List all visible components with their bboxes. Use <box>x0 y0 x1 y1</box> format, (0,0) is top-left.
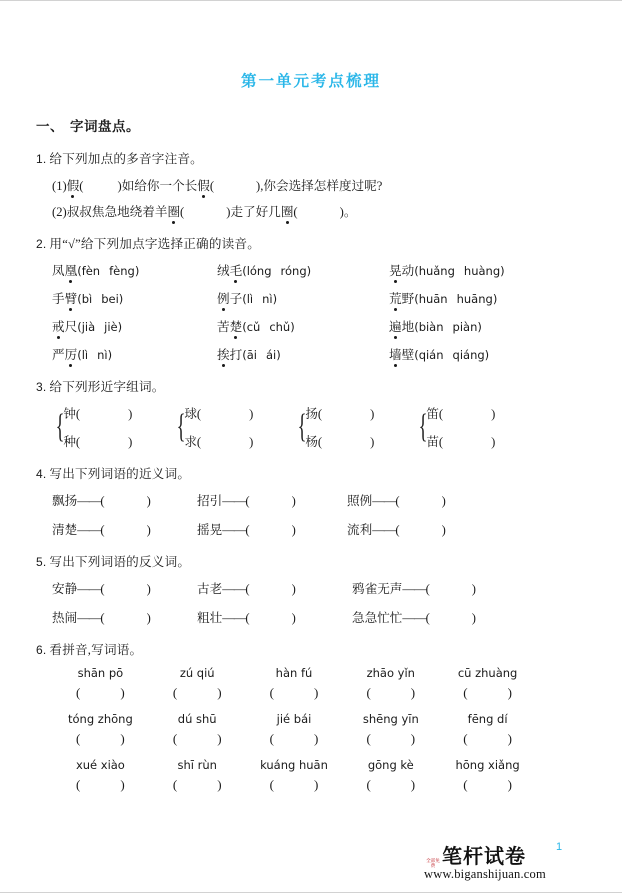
reading-option[interactable]: bei <box>101 292 119 306</box>
choice-item[interactable]: 例子(lì nì) <box>217 288 389 307</box>
synonym-word: 摇晃 <box>197 523 223 537</box>
pinyin-label: shī rùn <box>177 758 217 772</box>
pinyin-label: fēng dí <box>467 712 508 726</box>
pinyin-row-3 <box>52 758 622 793</box>
synonym-item[interactable]: 照例——( ) <box>347 494 446 508</box>
reading-option[interactable]: jiè <box>104 320 118 334</box>
brace-group <box>415 403 536 450</box>
choice-item[interactable]: 严厉(lì nì) <box>52 344 217 363</box>
question-2-title <box>36 233 622 252</box>
brace-word-top[interactable]: 球( ) <box>184 407 254 421</box>
synonym-item[interactable]: 流利——( ) <box>347 523 446 537</box>
section-heading-label: 字词盘点。 <box>70 119 140 134</box>
choice-word-pre: 苦 <box>217 320 230 334</box>
antonym-item[interactable]: 热闹——( ) <box>52 611 151 625</box>
sentence-1-part2: 如给你一个长 <box>121 179 198 193</box>
question-1-number: 1. <box>36 152 47 166</box>
pinyin-label: hōng xiǎng <box>455 758 520 772</box>
antonym-item[interactable]: 急急忙忙——( ) <box>352 611 476 625</box>
dotted-char: 荒 <box>389 288 402 307</box>
pinyin-slots <box>52 680 536 701</box>
question-6-number: 6. <box>36 643 47 657</box>
reading-option[interactable]: huāng <box>456 292 493 306</box>
dotted-char: 凰 <box>65 260 78 279</box>
answer-blank[interactable]: ( ) <box>172 731 222 746</box>
question-1 <box>0 148 622 220</box>
reading-option[interactable]: qiáng <box>452 348 485 362</box>
question-2-body <box>36 260 622 363</box>
choice-word-post: 壁 <box>401 348 415 362</box>
reading-option[interactable]: āi <box>246 348 257 362</box>
choice-item[interactable]: 凤凰(fèn fèng) <box>52 260 217 279</box>
page-number: 1 <box>556 841 563 853</box>
dotted-char: 挨 <box>217 344 230 363</box>
dotted-char-jia-1: 假 <box>67 175 80 194</box>
question-3-text: 给下列形近字组词。 <box>49 380 165 394</box>
brace-group <box>294 403 415 450</box>
question-5-number: 5. <box>36 555 47 569</box>
brace-word-label: 钟( <box>63 407 81 421</box>
choice-item[interactable]: 绒毛(lóng róng) <box>217 260 389 279</box>
synonym-item[interactable]: 摇晃——( ) <box>197 523 296 537</box>
question-1-sentence-2: (2)叔叔焦急地绕着羊圈( )走了好几圈( )。 <box>52 201 622 220</box>
question-2-text: 用“√”给下列加点字选择正确的读音。 <box>49 237 261 251</box>
answer-blank[interactable]: ( ) <box>76 731 125 746</box>
pinyin-label: zhāo yǐn <box>366 666 415 680</box>
synonym-item[interactable]: 清楚——( ) <box>52 523 151 537</box>
brace-word-label: 扬( <box>305 407 323 421</box>
answer-blank[interactable]: ( ) <box>76 685 125 700</box>
pinyin-label: hàn fú <box>275 666 313 680</box>
brace-group <box>52 403 173 450</box>
sentence-2-part4: 。 <box>343 205 357 219</box>
choice-word-post: 地 <box>401 320 415 334</box>
question-5-title <box>36 551 622 570</box>
brace-word-label: 杨( <box>305 435 323 449</box>
choice-item[interactable]: 戒尺(jià jiè) <box>52 316 217 335</box>
dotted-char: 例 <box>217 288 230 307</box>
question-6-body <box>36 666 622 793</box>
question-6-title <box>36 639 622 658</box>
question-1-title <box>36 148 622 167</box>
antonym-item[interactable]: 安静——( ) <box>52 582 151 596</box>
pinyin-slots <box>52 726 536 747</box>
brace-icon: { <box>418 407 428 445</box>
pinyin-row-2 <box>52 712 622 747</box>
section-heading <box>36 115 622 135</box>
pinyin-label: jié bái <box>276 712 312 726</box>
question-4-title <box>36 463 622 482</box>
question-2-number: 2. <box>36 237 47 251</box>
antonym-word: 粗壮 <box>197 611 223 625</box>
reading-option[interactable]: piàn <box>452 320 478 334</box>
brace-word-label: 求( <box>184 435 202 449</box>
question-1-body <box>36 175 622 220</box>
reading-option[interactable]: lì <box>81 348 89 362</box>
brace-word-bottom[interactable]: 苗( ) <box>426 435 496 449</box>
page-title: 第一单元考点梳理 <box>240 71 381 90</box>
dotted-char: 遍 <box>389 316 402 335</box>
answer-blank[interactable]: ( ) <box>269 731 319 746</box>
synonym-word: 清楚 <box>52 523 78 537</box>
reading-option[interactable]: nì <box>262 292 273 306</box>
answer-blank[interactable]: ( ) <box>269 777 319 792</box>
dotted-char: 墙 <box>389 344 402 363</box>
reading-option[interactable]: qián <box>418 348 444 362</box>
question-3 <box>0 376 622 450</box>
choice-item[interactable]: 晃动(huǎng huàng) <box>389 260 622 279</box>
question-3-body <box>36 403 622 450</box>
question-4-body <box>36 490 622 538</box>
brace-icon: { <box>55 407 65 445</box>
answer-blank[interactable]: ( ) <box>463 731 512 746</box>
choice-item[interactable]: 墙壁(qián qiáng) <box>389 344 622 363</box>
antonym-item[interactable]: 粗壮——( ) <box>197 611 296 625</box>
dotted-char: 楚 <box>230 316 243 335</box>
choice-word-post: 尺 <box>64 320 78 334</box>
choice-word-post: 打 <box>229 348 243 362</box>
answer-blank[interactable]: ( ) <box>366 777 416 792</box>
choice-word-pre: 绒 <box>217 264 230 278</box>
reading-option[interactable]: róng <box>280 264 307 278</box>
reading-option[interactable]: jià <box>81 320 96 334</box>
choice-word-pre: 手 <box>52 292 65 306</box>
sentence-1-part4: ,你会选择怎样度过呢? <box>260 179 383 193</box>
question-5-text: 写出下列词语的反义词。 <box>49 555 191 569</box>
sentence-2-pre: 叔叔焦急地绕着羊 <box>66 205 168 219</box>
question-3-title <box>36 376 622 395</box>
question-6 <box>0 639 622 793</box>
answer-blank[interactable]: ( ) <box>366 685 416 700</box>
antonym-word: 鸦雀无声 <box>352 582 403 596</box>
choice-word-pre: 严 <box>52 348 65 362</box>
reading-option[interactable]: huàng <box>463 264 501 278</box>
pinyin-label: kuáng huān <box>260 758 328 772</box>
synonym-word: 流利 <box>347 523 373 537</box>
reading-option[interactable]: nì <box>97 348 108 362</box>
brace-word-label: 球( <box>184 407 202 421</box>
synonym-word: 招引 <box>197 494 223 508</box>
choice-item[interactable]: 遍地(biàn piàn) <box>389 316 622 335</box>
pinyin-heads <box>52 758 536 772</box>
sentence-1-label: (1) <box>52 179 67 193</box>
brace-word-top[interactable]: 扬( ) <box>305 407 375 421</box>
synonym-item[interactable]: 招引——( ) <box>197 494 296 508</box>
pinyin-slots <box>52 772 536 793</box>
question-1-sentence-1: (1)假( )如给你一个长假( ),你会选择怎样度过呢? <box>52 175 622 194</box>
synonym-word: 照例 <box>347 494 373 508</box>
choice-item[interactable]: 苦楚(cǔ chǔ) <box>217 316 389 335</box>
reading-option[interactable]: fèn <box>81 264 101 278</box>
reading-option[interactable]: lì <box>246 292 254 306</box>
reading-option[interactable]: huǎng <box>418 264 455 278</box>
section-index: 一、 <box>36 119 64 134</box>
choice-word-post: 子 <box>229 292 243 306</box>
logo-stamp: 全部免费 <box>426 858 440 869</box>
answer-blank[interactable]: ( ) <box>172 777 222 792</box>
antonym-word: 古老 <box>197 582 223 596</box>
sentence-2-label: (2) <box>52 205 67 219</box>
brace-word-bottom[interactable]: 种( ) <box>63 435 133 449</box>
answer-blank[interactable]: ( ) <box>463 777 512 792</box>
brace-word-bottom[interactable]: 求( ) <box>184 435 254 449</box>
brace-word-label: 种( <box>63 435 81 449</box>
pinyin-label: shēng yīn <box>362 712 419 726</box>
choice-word-post: 动 <box>401 264 415 278</box>
question-6-text: 看拼音,写词语。 <box>49 643 143 657</box>
logo-url: www.biganshijuan.com <box>424 867 546 881</box>
brace-word-top[interactable]: 钟( ) <box>63 407 133 421</box>
dotted-char: 戒 <box>52 316 65 335</box>
reading-option[interactable]: ái <box>265 348 277 362</box>
watermark-logo <box>424 846 589 882</box>
choice-word-post: 野 <box>401 292 415 306</box>
question-1-text: 给下列加点的多音字注音。 <box>49 152 203 166</box>
antonym-grid <box>52 578 622 626</box>
brace-word-label: 笛( <box>426 407 444 421</box>
choice-item[interactable]: 手臂(bì bei) <box>52 288 217 307</box>
reading-option[interactable]: lóng <box>246 264 272 278</box>
antonym-word: 急急忙忙 <box>352 611 403 625</box>
brace-icon: { <box>176 407 186 445</box>
question-4 <box>0 463 622 538</box>
pinyin-label: gōng kè <box>367 758 414 772</box>
brace-word-top[interactable]: 笛( ) <box>426 407 496 421</box>
sentence-2-part2: 走了好几 <box>230 205 281 219</box>
choice-item[interactable]: 荒野(huān huāng) <box>389 288 622 307</box>
question-3-number: 3. <box>36 380 47 394</box>
dotted-char: 臂 <box>65 288 78 307</box>
pinyin-choice-grid <box>52 260 622 363</box>
answer-blank[interactable]: ( ) <box>463 685 512 700</box>
antonym-item[interactable]: 鸦雀无声——( ) <box>352 582 476 596</box>
reading-option[interactable]: cǔ <box>246 320 261 334</box>
similar-characters-row <box>52 403 622 450</box>
pinyin-label: zú qiú <box>179 666 215 680</box>
pinyin-row-1 <box>52 666 622 701</box>
reading-option[interactable]: chǔ <box>269 320 291 334</box>
pinyin-heads <box>52 712 536 726</box>
synonym-grid <box>52 490 622 538</box>
brace-group <box>173 403 294 450</box>
pinyin-label: dú shū <box>177 712 217 726</box>
reading-option[interactable]: biàn <box>418 320 444 334</box>
pinyin-label: shān pō <box>77 666 124 680</box>
section-vocabulary <box>0 115 622 135</box>
reading-option[interactable]: fèng <box>109 264 135 278</box>
brace-icon: { <box>297 407 307 445</box>
page-content <box>0 1 622 793</box>
question-5 <box>0 551 622 626</box>
pinyin-label: tóng zhōng <box>68 712 133 726</box>
antonym-item[interactable]: 古老——( ) <box>197 582 296 596</box>
dotted-char: 厉 <box>65 344 78 363</box>
pinyin-heads <box>52 666 536 680</box>
answer-blank[interactable]: ( ) <box>366 731 416 746</box>
question-2 <box>0 233 622 363</box>
pinyin-label: xué xiào <box>75 758 125 772</box>
reading-option[interactable]: bì <box>81 292 93 306</box>
reading-option[interactable]: huān <box>418 292 448 306</box>
dotted-char-quan-2: 圈 <box>281 201 294 220</box>
choice-word-pre: 凤 <box>52 264 65 278</box>
logo-text: 笔杆试卷 <box>442 844 526 868</box>
dotted-char-quan-1: 圈 <box>167 201 180 220</box>
brace-word-bottom[interactable]: 杨( ) <box>305 435 375 449</box>
antonym-word: 热闹 <box>52 611 78 625</box>
antonym-word: 安静 <box>52 582 78 596</box>
dotted-char: 晃 <box>389 260 402 279</box>
question-4-number: 4. <box>36 467 47 481</box>
answer-blank[interactable]: ( ) <box>76 777 125 792</box>
dotted-char: 毛 <box>230 260 243 279</box>
pinyin-label: cū zhuàng <box>457 666 518 680</box>
question-5-body <box>36 578 622 626</box>
answer-blank[interactable]: ( ) <box>269 685 319 700</box>
dotted-char-jia-2: 假 <box>197 175 210 194</box>
answer-blank[interactable]: ( ) <box>172 685 222 700</box>
synonym-word: 飘扬 <box>52 494 78 508</box>
question-4-text: 写出下列词语的近义词。 <box>49 467 191 481</box>
brace-word-label: 苗( <box>426 435 444 449</box>
synonym-item[interactable]: 飘扬——( ) <box>52 494 151 508</box>
choice-item[interactable]: 挨打(āi ái) <box>217 344 389 363</box>
